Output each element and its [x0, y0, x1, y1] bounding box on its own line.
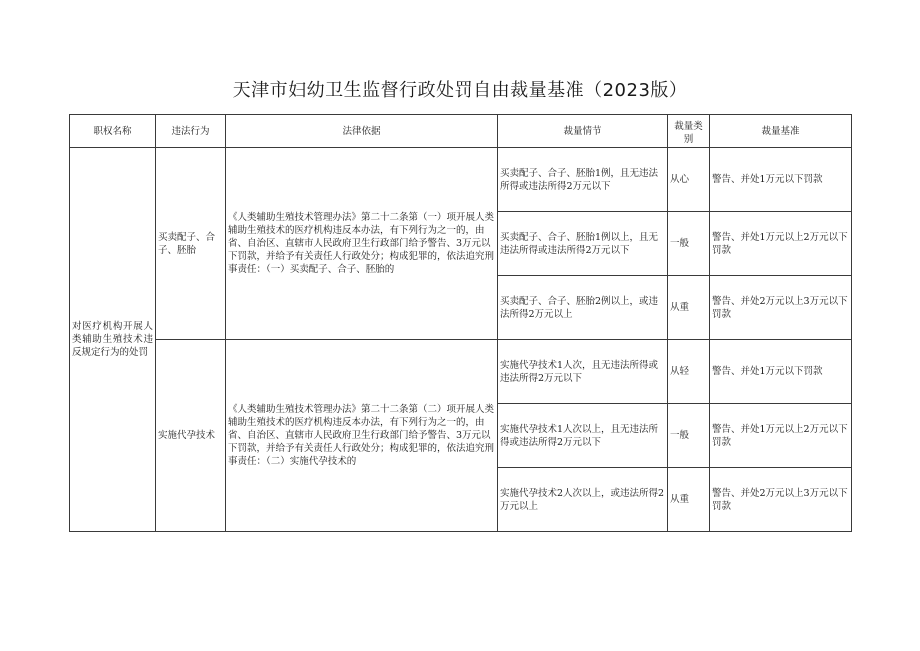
header-category: 裁量类别 [668, 115, 710, 148]
circumstance-cell: 买卖配子、合子、胚胎1例，且无违法所得或违法所得2万元以下 [498, 148, 668, 212]
category-cell: 一般 [668, 404, 710, 468]
standard-cell: 警告、并处2万元以上3万元以下罚款 [710, 468, 852, 532]
category-cell: 从心 [668, 148, 710, 212]
document-title: 天津市妇幼卫生监督行政处罚自由裁量基准（2023版） [232, 80, 688, 101]
standard-cell: 警告、并处1万元以下罚款 [710, 340, 852, 404]
circumstance-cell: 买卖配子、合子、胚胎1例以上，且无违法所得或违法所得2万元以下 [498, 212, 668, 276]
legal-basis-cell: 《人类辅助生殖技术管理办法》第二十二条第（二）项开展人类辅助生殖技术的医疗机构违反本办法，有下列行为之一的，由省、自治区、直辖市人民政府卫生行政部门给予警告、3万元以下罚款，并给予有关责任人行政处分；构成犯罪的，依法追究刑事责任：（二）实施代孕技术的 [226, 340, 498, 532]
standard-cell: 警告、并处1万元以上2万元以下罚款 [710, 404, 852, 468]
circumstance-cell: 实施代孕技术1人次以上，且无违法所得或违法所得2万元以下 [498, 404, 668, 468]
circumstance-cell: 实施代孕技术1人次，且无违法所得或违法所得2万元以下 [498, 340, 668, 404]
table-row [70, 148, 852, 212]
authority-name-cell: 对医疗机构开展人类辅助生殖技术违反规定行为的处罚 [70, 148, 156, 532]
discretion-table [69, 114, 852, 532]
legal-basis-cell: 《人类辅助生殖技术管理办法》第二十二条第（一）项开展人类辅助生殖技术的医疗机构违反本办法，有下列行为之一的，由省、自治区、直辖市人民政府卫生行政部门给予警告、3万元以下罚款，并给予有关责任人行政处分；构成犯罪的，依法追究刑事责任：（一）买卖配子、合子、胚胎的 [226, 148, 498, 340]
header-standard: 裁量基准 [710, 115, 852, 148]
header-legal-basis: 法律依据 [226, 115, 498, 148]
violation-cell: 买卖配子、合子、胚胎 [156, 148, 226, 340]
header-circumstances: 裁量情节 [498, 115, 668, 148]
header-violation: 违法行为 [156, 115, 226, 148]
header-authority: 职权名称 [70, 115, 156, 148]
category-cell: 从轻 [668, 340, 710, 404]
category-cell: 从重 [668, 276, 710, 340]
table-row [70, 340, 852, 404]
category-cell: 从重 [668, 468, 710, 532]
standard-cell: 警告、并处2万元以上3万元以下罚款 [710, 276, 852, 340]
category-cell: 一般 [668, 212, 710, 276]
standard-cell: 警告、并处1万元以下罚款 [710, 148, 852, 212]
violation-cell: 实施代孕技术 [156, 340, 226, 532]
header-row [70, 115, 852, 148]
circumstance-cell: 买卖配子、合子、胚胎2例以上，或违法所得2万元以上 [498, 276, 668, 340]
circumstance-cell: 实施代孕技术2人次以上，或违法所得2万元以上 [498, 468, 668, 532]
standard-cell: 警告、并处1万元以上2万元以下罚款 [710, 212, 852, 276]
